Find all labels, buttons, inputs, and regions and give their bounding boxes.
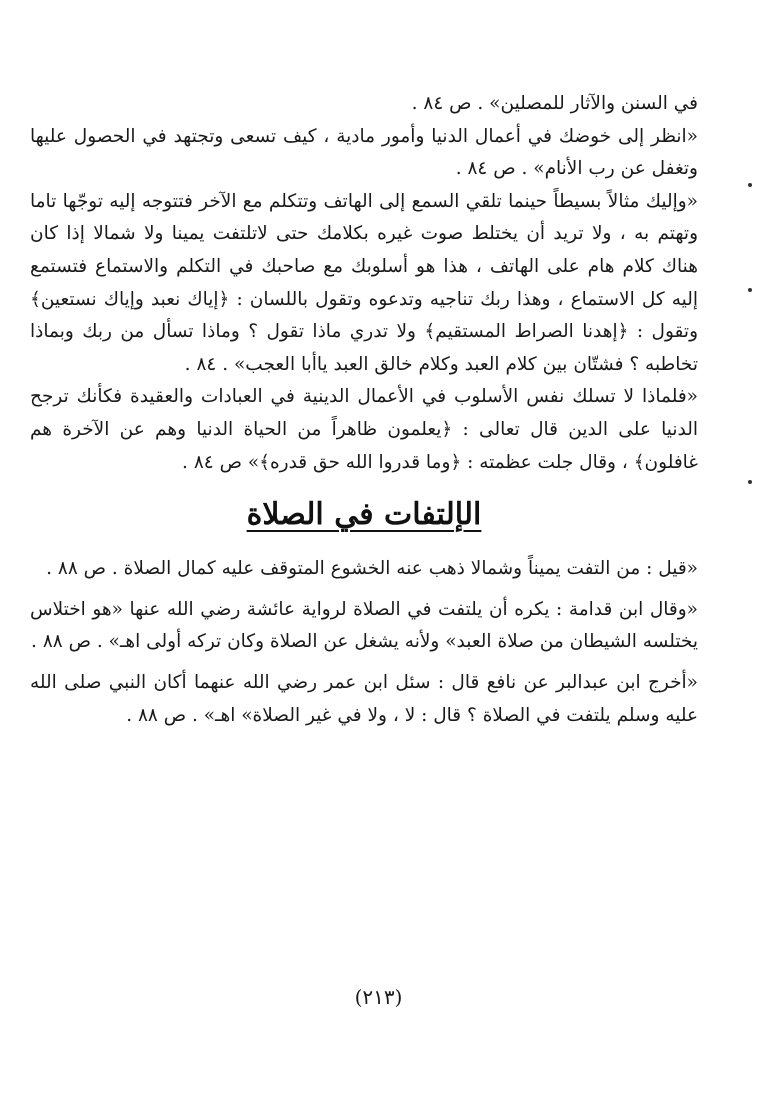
section-heading-wrap (30, 493, 698, 537)
page-body (30, 88, 698, 732)
paragraph-gap (30, 659, 698, 667)
margin-dot-mark (748, 288, 752, 292)
margin-dot-mark (748, 480, 752, 484)
margin-dot-mark (748, 183, 752, 187)
page-number: (٢١٣) (354, 985, 403, 1009)
paragraph: «قيل : من التفت يميناً وشمالا ذهب عنه الخشوع المتوقف عليه كمال الصلاة . ص ٨٨ . (46, 558, 698, 580)
section-heading: الإلتفات في الصلاة (246, 497, 482, 533)
paragraph: في السنن والآثار للمصلين» . ص ٨٤ . (411, 93, 698, 114)
paragraph: «أخرج ابن عبدالبر عن نافع قال : سئل ابن عمر رضي الله عنهما أكان النبي صلى الله عليه وسلم يلتفت في الصلاة ؟ قال : لا ، ولا في غير الصلاة» اهـ» . ص ٨٨ . (30, 671, 698, 726)
paragraph: «وقال ابن قدامة : يكره أن يلتفت في الصلاة لرواية عائشة رضي الله عنها «هو اختلاس يختلسه الشيطان من صلاة العبد» ولأنه يشغل عن الصلاة وكان تركه أولى اهـ» . ص ٨٨ . (30, 598, 698, 653)
paragraph: «وإليك مثالاً بسيطاً حينما تلقي السمع إلى الهاتف وتتكلم مع الآخر فتتوجه إليه توجّها تاما وتهتم به ، ولا تريد أن يختلط صوت غيره بكلامك حتى لاتلتفت يمينا ولا شمالا إذا كان هناك كلام هام على الهاتف ، هذا هو أسلوبك مع صاحبك في التكلم والاستماع فتستمع إليه كل الاستماع ، وهذا ربك تناجيه وتدعوه وتقول باللسان : ﴿إياك نعبد وإياك نستعين﴾ وتقول : ﴿إهدنا الصراط المستقيم﴾ ولا تدري ماذا تقول ؟ وماذا تسأل من ربك وبماذا تخاطبه ؟ فشتّان بين كلام العبد وكلام خالق العبد ياأبا العجب» . ٨٤ . (30, 190, 698, 375)
paragraph: «انظر إلى خوضك في أعمال الدنيا وأمور مادية ، كيف تسعى وتجتهد في الحصول عليها وتغفل عن رب الأنام» . ص ٨٤ . (30, 125, 698, 180)
paragraph-gap (30, 586, 698, 594)
paragraph: «فلماذا لا تسلك نفس الأسلوب في الأعمال الدينية في العبادات والعقيدة فكأنك ترجح الدنيا على الدين قال تعالى : ﴿يعلمون ظاهراً من الحياة الدنيا وهم عن الآخرة هم غافلون﴾ ، وقال جلت عظمته : ﴿وما قدروا الله حق قدره﴾» ص ٨٤ . (30, 386, 698, 473)
